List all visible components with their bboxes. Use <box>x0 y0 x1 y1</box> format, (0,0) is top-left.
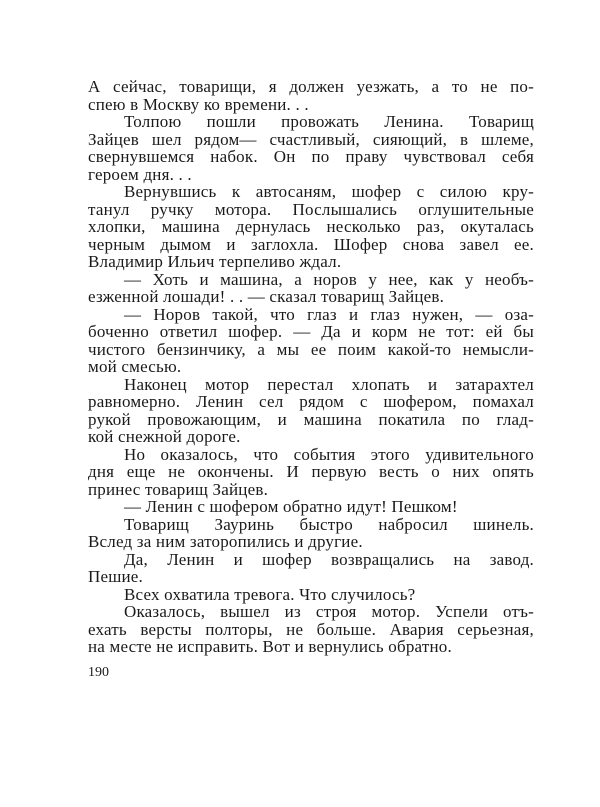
text-line: танул ручку мотора. Послышались оглушительные <box>88 199 534 219</box>
text-line: свернувшемся набок. Он по праву чувствовал себя <box>88 147 534 166</box>
text-line: Товарищ Зауринь быстро набросил шинель. <box>124 514 534 534</box>
text-line: Зайцев шел рядом— счастливый, сияющий, в шлеме, <box>88 129 534 149</box>
text-line: кой снежной дороге. <box>88 427 241 446</box>
text-line: Вслед за ним заторопились и другие. <box>88 532 363 551</box>
text-line: Да, Ленин и шофер возвращались на завод. <box>124 549 534 569</box>
text-line: дня еще не окончены. И первую весть о них опять <box>88 462 534 481</box>
page-number: 190 <box>88 665 109 680</box>
text-line: чистого бензинчику, а мы ее поим какой-то немысли- <box>88 339 534 359</box>
text-line: Владимир Ильич терпеливо ждал. <box>88 252 342 271</box>
text-line: Наконец мотор перестал хлопать и затарахтел <box>124 374 534 394</box>
text-line: Толпою пошли провожать Ленина. Товарищ <box>124 112 534 131</box>
text-line: мой смесью. <box>88 357 182 376</box>
text-line: героем дня. . . <box>88 164 192 184</box>
text-line: принес товарищ Зайцев. <box>88 479 269 499</box>
text-line: хлопки, машина дернулась несколько раз, окуталась <box>88 217 534 236</box>
text-line: — Хоть и машина, а норов у нее, как у необъ- <box>124 269 534 289</box>
text-line: езженной лошади! . . — сказал товарищ Зайцев. <box>88 287 445 306</box>
text-line: — Ленин с шофером обратно идут! Пешком! <box>124 497 458 516</box>
body-text <box>88 78 534 656</box>
text-line: рукой провожающим, и машина покатила по глад- <box>88 409 534 429</box>
text-line: боченно ответил шофер. — Да и корм не тот: ей бы <box>88 322 534 341</box>
text-line: Всех охватила тревога. Что случилось? <box>124 584 416 604</box>
text-line: ехать версты полторы, не больше. Авария серьезная, <box>88 619 534 639</box>
text-line: — Норов такой, что глаз и глаз нужен, — оза- <box>124 304 534 324</box>
text-line: равномерно. Ленин сел рядом с шофером, помахал <box>88 392 534 411</box>
text-line: на месте не исправить. Вот и вернулись обратно. <box>88 637 452 656</box>
text-line: черным дымом и заглохла. Шофер снова завел ее. <box>88 234 534 254</box>
text-line: Вернувшись к автосаням, шофер с силою кру- <box>124 182 534 201</box>
text-line: Но оказалось, что события этого удивительного <box>124 444 534 464</box>
text-line: Оказалось, вышел из строя мотор. Успели отъ- <box>124 602 534 621</box>
text-line: спею в Москву ко времени. . . <box>88 94 309 114</box>
text-line: А сейчас, товарищи, я должен уезжать, а то не по- <box>88 77 534 96</box>
text-line: Пешие. <box>88 567 144 586</box>
